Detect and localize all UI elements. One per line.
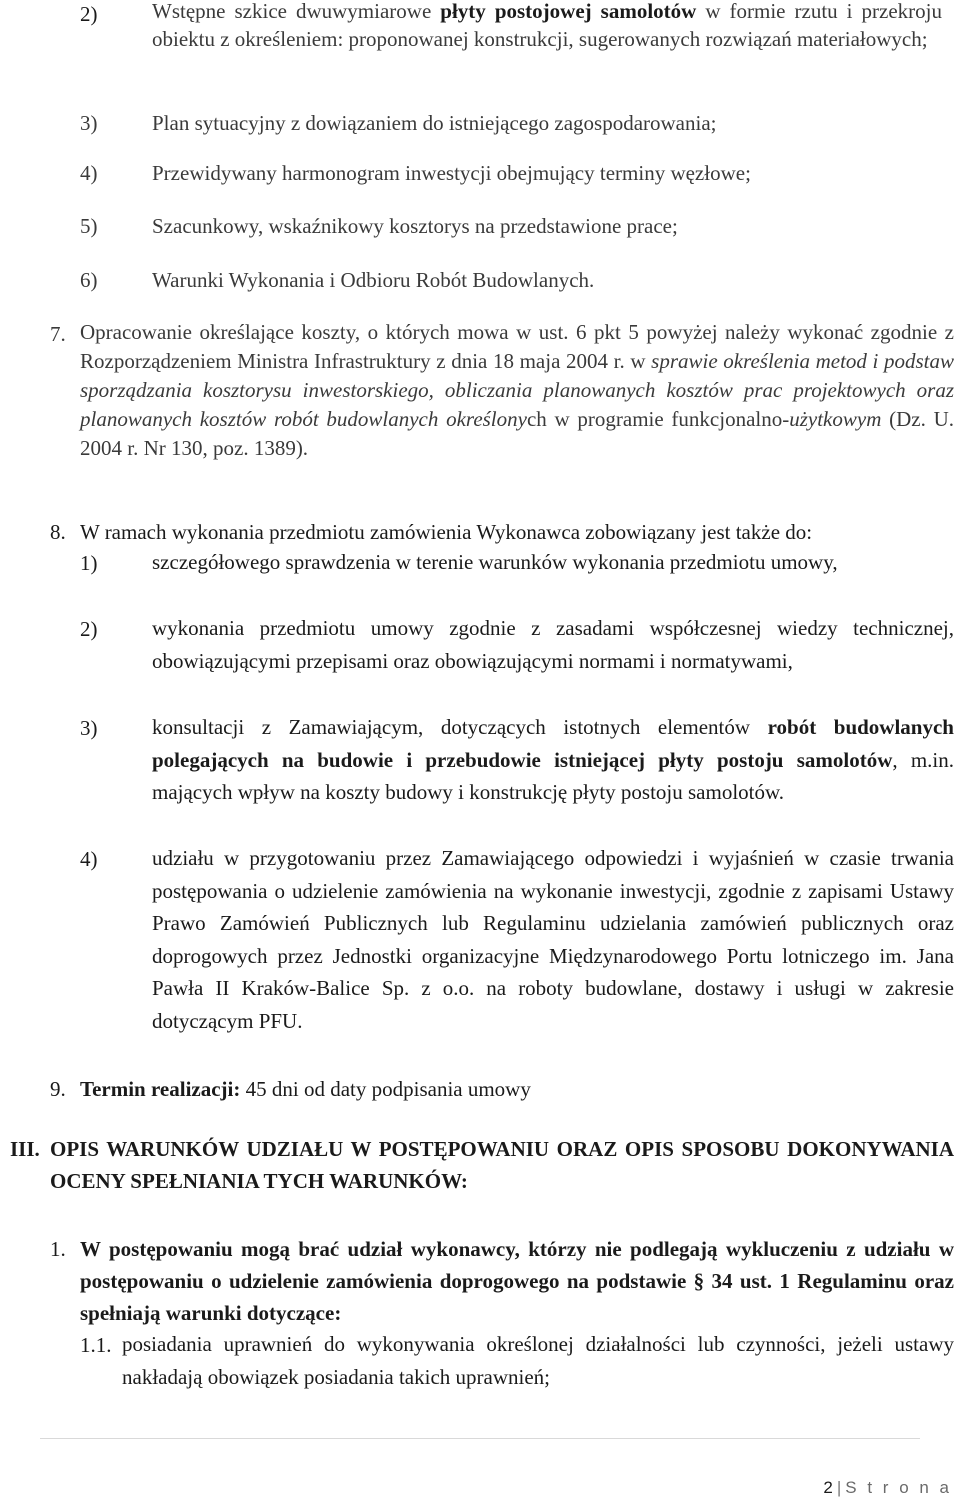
page-footer xyxy=(0,1478,952,1498)
list-number: 3) xyxy=(80,111,98,135)
list-number: 3) xyxy=(80,716,98,740)
list-item-text: szczegółowego sprawdzenia w terenie warunków wykonania przedmiotu umowy, xyxy=(152,550,838,574)
point-number: 1.1. xyxy=(80,1333,112,1357)
list-number: 4) xyxy=(80,847,98,871)
section-number: 7. xyxy=(50,322,66,346)
list-item-text: konsultacji z Zamawiającym, dotyczących istotnych elementów robót budowlanych polegających na budowie i przebudowie istniejącej płyty postoju samolotów, m.in. mających wpływ na koszty budowy i konstrukcję płyty postoju samolotów. xyxy=(152,715,955,805)
footer-divider xyxy=(40,1438,920,1439)
chapter-number: III. xyxy=(10,1137,40,1161)
list-item-text: Plan sytuacyjny z dowiązaniem do istniejącego zagospodarowania; xyxy=(152,111,717,135)
point-number: 1. xyxy=(50,1237,66,1261)
list-number: 5) xyxy=(80,214,98,238)
footer-separator: | xyxy=(836,1478,842,1497)
section-7-paragraph: Opracowanie określające koszty, o których mowa w ust. 6 pkt 5 powyżej należy wykonać zgodnie z Rozporządzeniem Ministra Infrastruktury z dnia 18 maja 2004 r. w sprawie określenia metod i podstaw sporządzania kosztorysu inwestorskiego, obliczania planowanych kosztów prac projektowych oraz planowanych kosztów robót budowlanych określonych w programie funkcjonalno-użytkowym (Dz. U. 2004 r. Nr 130, poz. 1389). xyxy=(80,320,954,460)
list-number: 4) xyxy=(80,161,98,185)
list-item-text: Szacunkowy, wskaźnikowy kosztorys na przedstawione prace; xyxy=(152,214,678,238)
chapter-heading: OPIS WARUNKÓW UDZIAŁU W POSTĘPOWANIU ORAZ OPIS SPOSOBU DOKONYWANIA OCENY SPEŁNIANIA TYCH WARUNKÓW: xyxy=(50,1137,954,1193)
list-number: 1) xyxy=(80,551,98,575)
section-number: 9. xyxy=(50,1077,66,1101)
section-number: 8. xyxy=(50,520,66,544)
list-item-text: Wstępne szkice dwuwymiarowe płyty postojowej samolotów w formie rzutu i przekroju obiektu z określeniem: proponowanej konstrukcji, sugerowanych rozwiązań materiałowych; xyxy=(152,0,943,51)
point-text: W postępowaniu mogą brać udział wykonawcy, którzy nie podlegają wykluczeniu z udziału w postępowaniu o udzielenie zamówienia doprogowego na podstawie § 34 ust. 1 Regulaminu oraz spełniają warunki dotyczące: xyxy=(80,1237,954,1325)
page-number: 2 xyxy=(823,1478,833,1497)
list-number: 2) xyxy=(80,617,98,641)
section-8-intro: W ramach wykonania przedmiotu zamówienia Wykonawca zobowiązany jest także do: xyxy=(80,520,813,544)
list-number: 2) xyxy=(80,2,98,26)
list-item-text: wykonania przedmiotu umowy zgodnie z zasadami współczesnej wiedzy technicznej, obowiązującymi przepisami oraz obowiązującymi normami i normatywami, xyxy=(152,616,954,673)
list-number: 6) xyxy=(80,268,98,292)
list-item-text: Przewidywany harmonogram inwestycji obejmujący terminy węzłowe; xyxy=(152,161,751,185)
section-9-text: Termin realizacji: 45 dni od daty podpisania umowy xyxy=(80,1077,531,1101)
footer-label: S t r o n a xyxy=(845,1478,952,1497)
list-item-text: Warunki Wykonania i Odbioru Robót Budowlanych. xyxy=(152,268,595,292)
list-item-text: udziału w przygotowaniu przez Zamawiającego odpowiedzi i wyjaśnień w czasie trwania postępowania o udzielenie zamówienia na wykonanie inwestycji, zgodnie z zapisami Ustawy Prawo Zamówień Publicznych lub Regulaminu udzielania zamówień publicznych oraz doprogowych przez Jednostki organizacyjne Międzynarodowego Portu lotniczego im. Jana Pawła II Kraków-Balice Sp. z o.o. na roboty budowlane, dostawy i usługi w zakresie dotyczącym PFU. xyxy=(152,846,954,1033)
point-text: posiadania uprawnień do wykonywania określonej działalności lub czynności, jeżeli ustawy nakładają obowiązek posiadania takich uprawnień; xyxy=(122,1332,954,1389)
